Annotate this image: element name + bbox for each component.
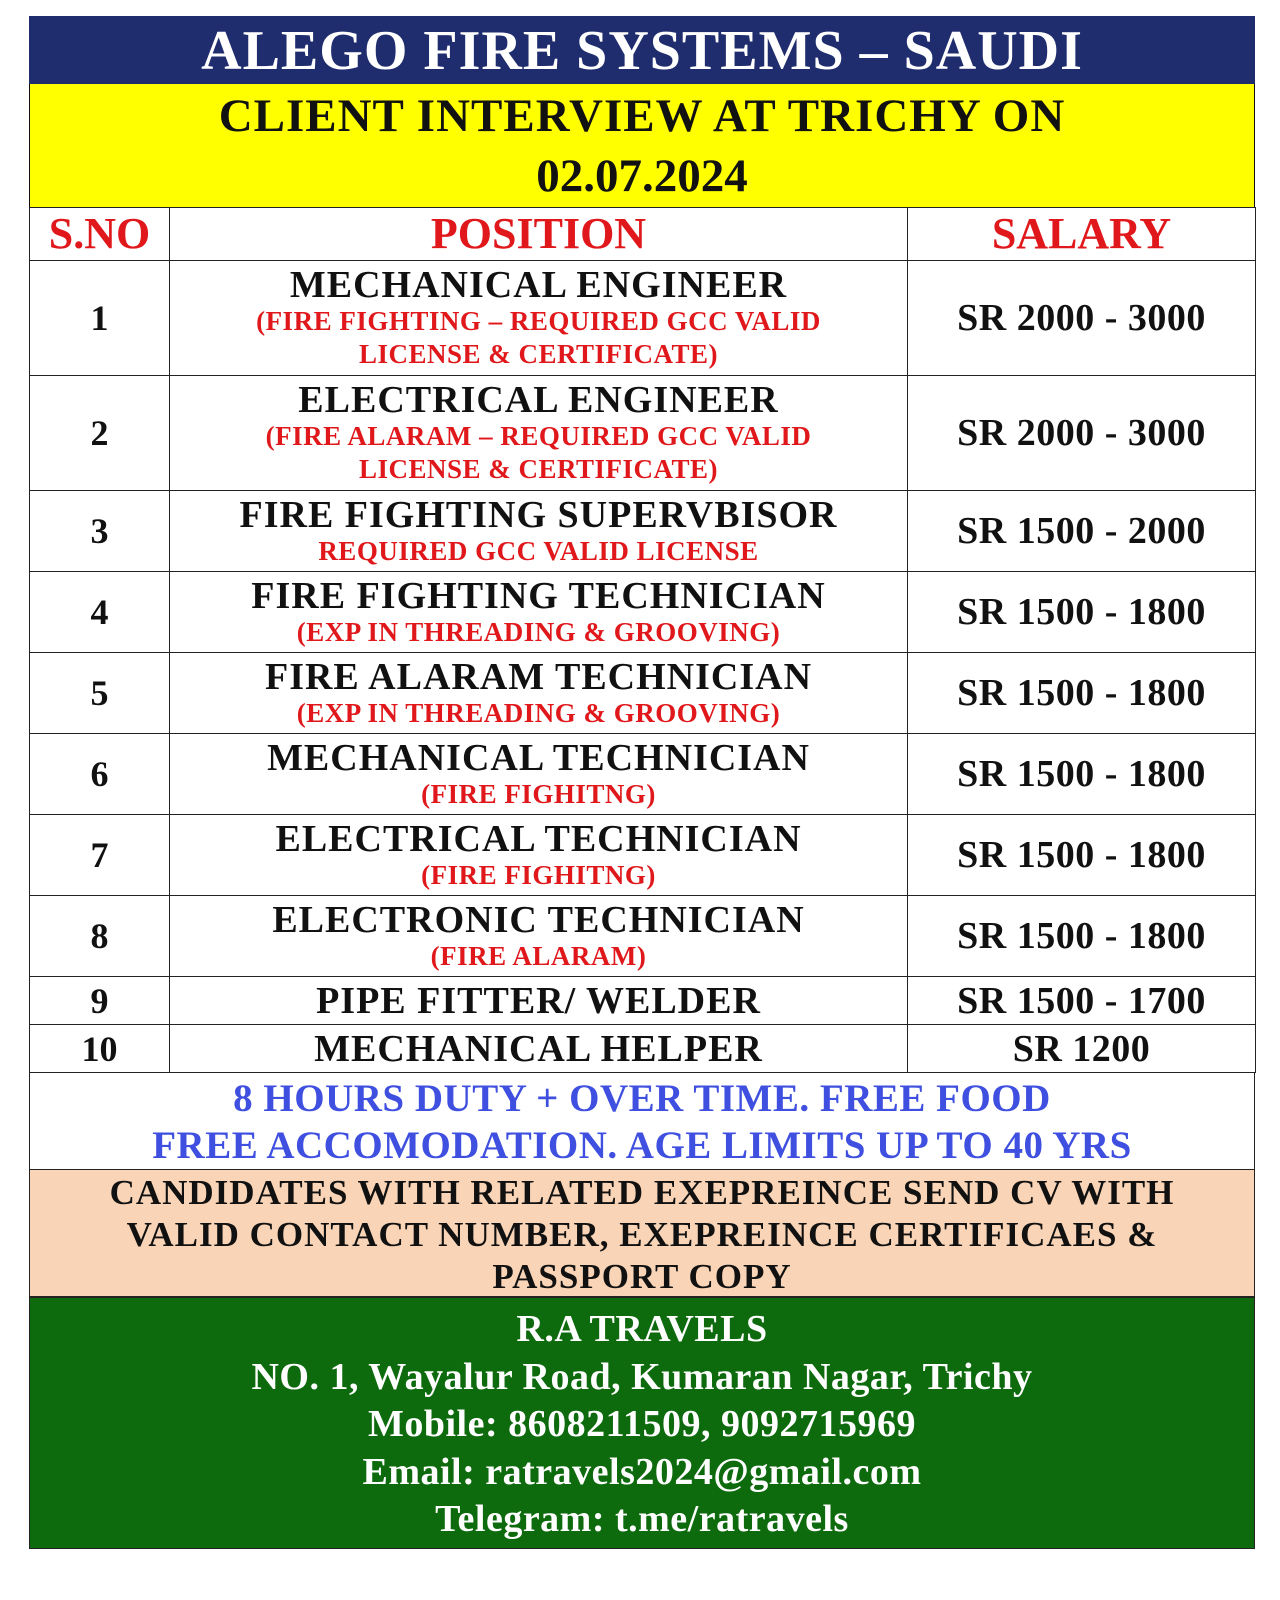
position-title: PIPE FITTER/ WELDER	[316, 979, 761, 1022]
position-requirement: (EXP IN THREADING & GROOVING)	[296, 697, 781, 728]
row-salary: SR 2000 - 3000	[908, 261, 1256, 376]
position-requirement: (FIRE FIGHITNG)	[421, 778, 656, 809]
position-requirement: (FIRE ALARAM – REQUIRED GCC VALID LICENSE & CERTIFICATE)	[265, 421, 812, 484]
row-sno: 7	[30, 815, 170, 896]
table-row	[30, 261, 1256, 376]
row-salary: SR 1500 - 1800	[908, 653, 1256, 734]
position-title: MECHANICAL HELPER	[314, 1027, 763, 1070]
table-row	[30, 1025, 1256, 1073]
table-row	[30, 491, 1256, 572]
agency-name: R.A TRAVELS	[516, 1308, 768, 1350]
position-requirement: REQUIRED GCC VALID LICENSE	[318, 535, 759, 566]
row-position-cell	[170, 1025, 908, 1073]
company-title: ALEGO FIRE SYSTEMS – SAUDI	[201, 20, 1083, 82]
row-salary: SR 1500 - 1800	[908, 734, 1256, 815]
row-sno: 6	[30, 734, 170, 815]
position-requirement: (EXP IN THREADING & GROOVING)	[296, 616, 781, 647]
row-salary: SR 1500 - 1700	[908, 977, 1256, 1025]
position-title: ELECTRONIC TECHNICIAN	[272, 898, 805, 941]
row-sno: 4	[30, 572, 170, 653]
row-salary: SR 2000 - 3000	[908, 376, 1256, 491]
positions-table	[29, 207, 1256, 1073]
row-salary: SR 1500 - 1800	[908, 572, 1256, 653]
position-title: MECHANICAL ENGINEER	[289, 264, 788, 306]
position-requirement: (FIRE FIGHITNG)	[421, 859, 656, 890]
contact-section	[29, 1297, 1255, 1549]
row-salary: SR 1200	[908, 1025, 1256, 1073]
interview-date: 02.07.2024	[536, 150, 748, 202]
row-salary: SR 1500 - 1800	[908, 896, 1256, 977]
table-row	[30, 653, 1256, 734]
table-row	[30, 734, 1256, 815]
benefits-line: 8 HOURS DUTY + OVER TIME. FREE FOOD	[233, 1077, 1051, 1120]
agency-address: NO. 1, Wayalur Road, Kumaran Nagar, Trichy	[251, 1355, 1033, 1398]
instructions-line: CANDIDATES WITH RELATED EXEPREINCE SEND CV WITH	[109, 1173, 1175, 1212]
table-row	[30, 572, 1256, 653]
company-title-banner	[29, 16, 1255, 84]
column-header-position: POSITION	[170, 208, 908, 261]
row-position-cell	[170, 896, 908, 977]
row-position-cell	[170, 376, 908, 491]
benefits-line: FREE ACCOMODATION. AGE LIMITS UP TO 40 YRS	[152, 1124, 1132, 1167]
instructions-line: PASSPORT COPY	[492, 1257, 792, 1296]
position-title: ELECTRICAL ENGINEER	[298, 379, 779, 421]
row-position-cell	[170, 734, 908, 815]
row-salary: SR 1500 - 2000	[908, 491, 1256, 572]
row-position-cell	[170, 491, 908, 572]
interview-location-text: CLIENT INTERVIEW AT TRICHY ON	[218, 90, 1066, 142]
agency-telegram: Telegram: t.me/ratravels	[435, 1498, 849, 1540]
table-row	[30, 977, 1256, 1025]
table-row	[30, 896, 1256, 977]
row-position-cell	[170, 572, 908, 653]
table-header-row	[30, 208, 1256, 261]
position-title: FIRE FIGHTING SUPERVBISOR	[239, 493, 838, 536]
row-sno: 9	[30, 977, 170, 1025]
position-requirement: (FIRE ALARAM)	[430, 940, 647, 971]
benefits-section	[29, 1073, 1255, 1169]
instructions-line: VALID CONTACT NUMBER, EXEPREINCE CERTIFICAES &	[126, 1215, 1158, 1254]
position-title: FIRE ALARAM TECHNICIAN	[264, 655, 813, 698]
position-title: ELECTRICAL TECHNICIAN	[275, 817, 802, 860]
row-sno: 2	[30, 376, 170, 491]
row-position-cell	[170, 261, 908, 376]
row-sno: 10	[30, 1025, 170, 1073]
agency-email: Email: ratravels2024@gmail.com	[362, 1450, 922, 1493]
row-position-cell	[170, 815, 908, 896]
row-salary: SR 1500 - 1800	[908, 815, 1256, 896]
row-sno: 1	[30, 261, 170, 376]
interview-banner	[29, 84, 1255, 207]
row-position-cell	[170, 653, 908, 734]
agency-mobile: Mobile: 8608211509, 9092715969	[367, 1403, 917, 1445]
job-poster	[29, 16, 1255, 1581]
application-instructions	[29, 1169, 1255, 1297]
column-header-salary: SALARY	[908, 208, 1256, 261]
column-header-sno: S.NO	[30, 208, 170, 261]
position-title: FIRE FIGHTING TECHNICIAN	[251, 574, 826, 617]
row-sno: 8	[30, 896, 170, 977]
row-sno: 3	[30, 491, 170, 572]
table-row	[30, 815, 1256, 896]
position-title: MECHANICAL TECHNICIAN	[267, 736, 810, 779]
row-position-cell	[170, 977, 908, 1025]
row-sno: 5	[30, 653, 170, 734]
table-row	[30, 376, 1256, 491]
position-requirement: (FIRE FIGHTING – REQUIRED GCC VALID LICENSE & CERTIFICATE)	[256, 306, 821, 369]
